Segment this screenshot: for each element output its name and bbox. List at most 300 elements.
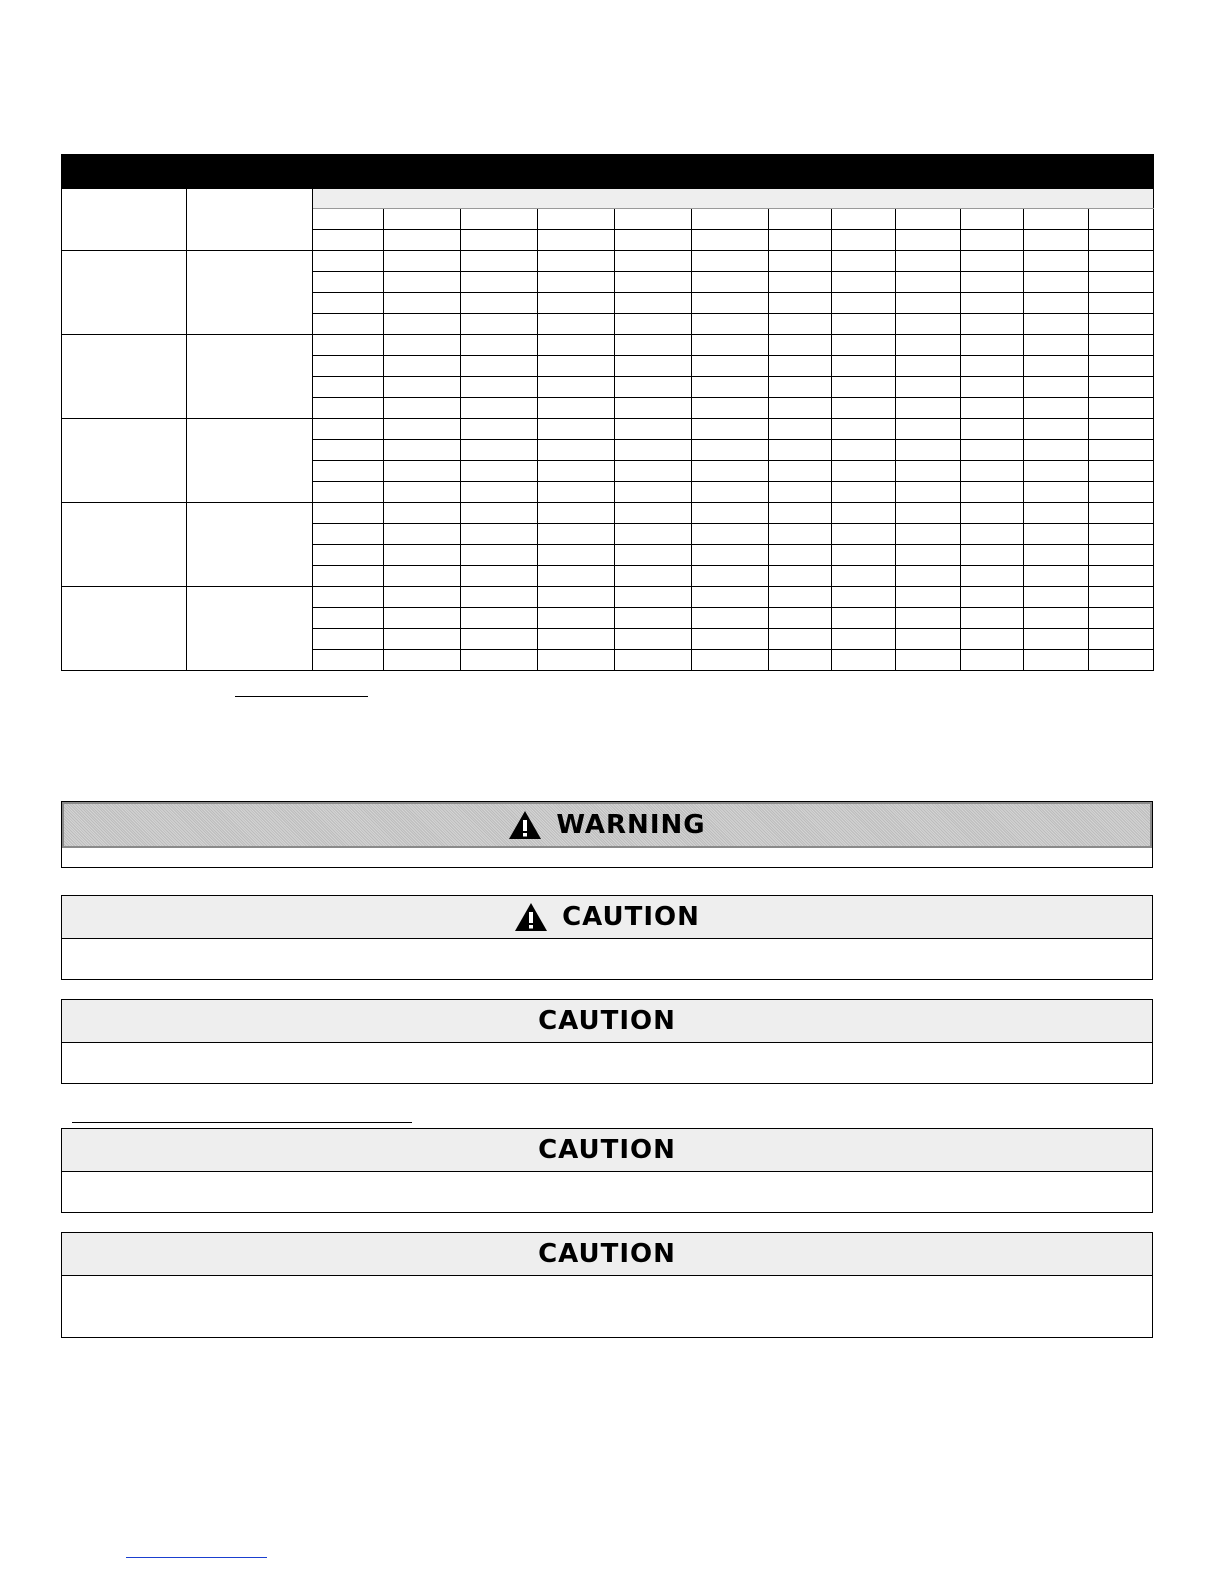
table-cell — [313, 608, 384, 629]
table-cell — [896, 650, 961, 671]
group-label-cell — [62, 251, 187, 335]
header-cell — [384, 230, 461, 251]
table-cell — [1089, 335, 1154, 356]
table-row — [62, 503, 1154, 524]
table-cell — [961, 335, 1024, 356]
table-cell — [615, 461, 692, 482]
group-label-cell — [187, 251, 313, 335]
header-cell — [313, 230, 384, 251]
table-cell — [896, 608, 961, 629]
table-cell — [615, 293, 692, 314]
table-cell — [961, 461, 1024, 482]
hyperlink-underline[interactable] — [126, 1557, 267, 1558]
table-cell — [961, 314, 1024, 335]
table-cell — [692, 587, 769, 608]
table-cell — [313, 293, 384, 314]
table-cell — [384, 650, 461, 671]
table-cell — [384, 461, 461, 482]
table-cell — [896, 629, 961, 650]
caution-header — [62, 896, 1152, 939]
table-cell — [832, 335, 896, 356]
table-cell — [1089, 587, 1154, 608]
table-row — [62, 335, 1154, 356]
table-cell — [961, 398, 1024, 419]
table-cell — [832, 314, 896, 335]
table-cell — [313, 251, 384, 272]
table-cell — [692, 440, 769, 461]
table-cell — [461, 419, 538, 440]
caution-title: CAUTION — [538, 1135, 676, 1165]
table-cell — [538, 377, 615, 398]
table-cell — [384, 524, 461, 545]
table-cell — [313, 524, 384, 545]
table-cell — [1089, 440, 1154, 461]
table-cell — [692, 398, 769, 419]
table-cell — [961, 524, 1024, 545]
table-cell — [769, 314, 832, 335]
warning-triangle-icon — [508, 810, 542, 840]
table-cell — [313, 503, 384, 524]
table-cell — [692, 545, 769, 566]
header-cell — [832, 209, 896, 230]
table-cell — [538, 629, 615, 650]
table-cell — [692, 608, 769, 629]
table-cell — [313, 314, 384, 335]
table-cell — [384, 587, 461, 608]
table-cell — [538, 440, 615, 461]
header-cell — [769, 209, 832, 230]
caution-header — [62, 1233, 1152, 1276]
group-label-cell — [62, 335, 187, 419]
table-cell — [692, 524, 769, 545]
table-cell — [769, 335, 832, 356]
table-cell — [615, 650, 692, 671]
table-cell — [384, 419, 461, 440]
table-cell — [313, 440, 384, 461]
table-cell — [896, 566, 961, 587]
table-cell — [313, 587, 384, 608]
table-cell — [1024, 440, 1089, 461]
table-cell — [832, 524, 896, 545]
table-cell — [896, 251, 961, 272]
table-cell — [461, 335, 538, 356]
table-cell — [692, 314, 769, 335]
underlined-heading-mark — [72, 1122, 412, 1123]
table-cell — [692, 377, 769, 398]
table-cell — [615, 587, 692, 608]
table-cell — [1089, 545, 1154, 566]
table-cell — [313, 335, 384, 356]
table-cell — [538, 545, 615, 566]
table-cell — [769, 251, 832, 272]
table-cell — [692, 335, 769, 356]
table-cell — [896, 503, 961, 524]
table-cell — [461, 566, 538, 587]
table-cell — [769, 377, 832, 398]
warning-header — [62, 802, 1152, 848]
header-cell — [692, 230, 769, 251]
table-cell — [769, 356, 832, 377]
table-cell — [313, 482, 384, 503]
table-cell — [313, 650, 384, 671]
table-cell — [538, 419, 615, 440]
table-cell — [313, 629, 384, 650]
table-cell — [769, 440, 832, 461]
caution-body — [62, 1172, 1152, 1212]
table-cell — [615, 440, 692, 461]
header-cell — [538, 209, 615, 230]
warning-body — [62, 848, 1152, 867]
table-cell — [896, 356, 961, 377]
table-cell — [896, 545, 961, 566]
caution-box — [61, 1128, 1153, 1213]
table-cell — [1089, 419, 1154, 440]
table-cell — [961, 503, 1024, 524]
table-cell — [313, 356, 384, 377]
table-cell — [615, 272, 692, 293]
table-cell — [769, 272, 832, 293]
table-cell — [1024, 377, 1089, 398]
table-cell — [384, 566, 461, 587]
table-cell — [961, 650, 1024, 671]
table-cell — [461, 398, 538, 419]
table-cell — [832, 650, 896, 671]
table-cell — [692, 293, 769, 314]
group-label-cell — [62, 587, 187, 671]
caution-box — [61, 999, 1153, 1084]
table-cell — [461, 251, 538, 272]
table-cell — [896, 398, 961, 419]
table-cell — [461, 293, 538, 314]
table-cell — [1024, 356, 1089, 377]
table-cell — [1089, 650, 1154, 671]
warning-title: WARNING — [556, 810, 706, 840]
table-cell — [1089, 356, 1154, 377]
table-cell — [461, 629, 538, 650]
header-cell — [461, 209, 538, 230]
table-cell — [615, 524, 692, 545]
table-cell — [832, 503, 896, 524]
header-cell — [461, 230, 538, 251]
table-cell — [692, 272, 769, 293]
caution-title: CAUTION — [538, 1239, 676, 1269]
table-cell — [769, 566, 832, 587]
table-cell — [615, 335, 692, 356]
table-cell — [384, 272, 461, 293]
table-cell — [461, 272, 538, 293]
table-cell — [1024, 629, 1089, 650]
table-cell — [384, 314, 461, 335]
table-cell — [769, 587, 832, 608]
table-cell — [313, 272, 384, 293]
table-cell — [1024, 566, 1089, 587]
table-cell — [1089, 482, 1154, 503]
table-title-row — [62, 155, 1154, 189]
table-cell — [832, 398, 896, 419]
table-cell — [615, 314, 692, 335]
table-cell — [832, 482, 896, 503]
table-cell — [961, 566, 1024, 587]
caution-header — [62, 1000, 1152, 1043]
table-cell — [538, 251, 615, 272]
table-cell — [1024, 398, 1089, 419]
table-cell — [461, 650, 538, 671]
table-cell — [896, 272, 961, 293]
table-cell — [961, 629, 1024, 650]
table-cell — [832, 566, 896, 587]
table-cell — [538, 608, 615, 629]
table-cell — [461, 608, 538, 629]
header-cell — [313, 209, 384, 230]
header-cell — [1024, 230, 1089, 251]
table-cell — [615, 629, 692, 650]
table-cell — [832, 272, 896, 293]
table-cell — [769, 629, 832, 650]
table-cell — [461, 524, 538, 545]
table-cell — [1089, 608, 1154, 629]
table-row — [62, 587, 1154, 608]
caution-header — [62, 1129, 1152, 1172]
table-cell — [832, 587, 896, 608]
table-cell — [461, 482, 538, 503]
table-cell — [769, 524, 832, 545]
table-cell — [615, 251, 692, 272]
table-cell — [692, 482, 769, 503]
table-cell — [461, 356, 538, 377]
table-cell — [961, 356, 1024, 377]
table-cell — [1089, 398, 1154, 419]
table-cell — [615, 398, 692, 419]
table-cell — [1089, 272, 1154, 293]
table-cell — [832, 377, 896, 398]
caution-title: CAUTION — [562, 902, 700, 932]
header-cell — [615, 209, 692, 230]
caution-box — [61, 1232, 1153, 1338]
table-cell — [896, 293, 961, 314]
header-cell — [384, 209, 461, 230]
group-label-cell — [187, 503, 313, 587]
table-cell — [1089, 629, 1154, 650]
table-cell — [832, 461, 896, 482]
caution-body — [62, 1276, 1152, 1337]
table-cell — [832, 608, 896, 629]
table-cell — [313, 461, 384, 482]
table-cell — [538, 566, 615, 587]
table-cell — [538, 650, 615, 671]
caution-body — [62, 1043, 1152, 1083]
table-cell — [313, 419, 384, 440]
table-cell — [769, 398, 832, 419]
table-cell — [961, 419, 1024, 440]
table-cell — [961, 440, 1024, 461]
table-cell — [461, 314, 538, 335]
table-cell — [461, 587, 538, 608]
table-cell — [461, 503, 538, 524]
table-cell — [896, 377, 961, 398]
table-cell — [384, 629, 461, 650]
group-label-cell — [187, 419, 313, 503]
table-cell — [538, 314, 615, 335]
table-cell — [384, 398, 461, 419]
table-cell — [961, 272, 1024, 293]
group-label-cell — [62, 503, 187, 587]
header-cell — [62, 189, 187, 251]
table-cell — [384, 608, 461, 629]
table-cell — [538, 398, 615, 419]
header-cell — [538, 230, 615, 251]
table-cell — [384, 482, 461, 503]
group-label-cell — [187, 587, 313, 671]
table-cell — [1024, 461, 1089, 482]
table-cell — [769, 650, 832, 671]
group-label-cell — [62, 419, 187, 503]
header-cell — [769, 230, 832, 251]
table-cell — [1024, 503, 1089, 524]
table-cell — [1089, 314, 1154, 335]
table-cell — [313, 545, 384, 566]
header-cell — [615, 230, 692, 251]
header-cell — [692, 209, 769, 230]
header-cell — [1089, 209, 1154, 230]
table-cell — [384, 440, 461, 461]
table-cell — [384, 377, 461, 398]
table-cell — [615, 566, 692, 587]
table-cell — [769, 545, 832, 566]
table-cell — [1089, 461, 1154, 482]
table-cell — [538, 356, 615, 377]
table-cell — [1024, 335, 1089, 356]
table-cell — [384, 503, 461, 524]
table-cell — [538, 587, 615, 608]
underlined-heading-mark — [235, 696, 368, 697]
table-cell — [538, 335, 615, 356]
table-cell — [692, 461, 769, 482]
warning-box — [61, 801, 1153, 868]
table-cell — [961, 293, 1024, 314]
table-cell — [961, 608, 1024, 629]
table-cell — [615, 608, 692, 629]
table-cell — [832, 545, 896, 566]
group-label-cell — [187, 335, 313, 419]
table-cell — [1024, 650, 1089, 671]
table-cell — [961, 377, 1024, 398]
table-cell — [1024, 482, 1089, 503]
header-cell — [1089, 230, 1154, 251]
table-cell — [1024, 608, 1089, 629]
table-cell — [692, 356, 769, 377]
table-cell — [832, 629, 896, 650]
table-cell — [832, 356, 896, 377]
table-cell — [384, 293, 461, 314]
table-cell — [896, 482, 961, 503]
data-table — [61, 154, 1154, 671]
table-subheader-cell — [313, 189, 1154, 209]
table-cell — [538, 503, 615, 524]
table-title-cell — [62, 155, 1154, 189]
caution-box — [61, 895, 1153, 980]
table-cell — [769, 293, 832, 314]
table-cell — [769, 503, 832, 524]
table-cell — [313, 398, 384, 419]
table-cell — [1089, 293, 1154, 314]
table-cell — [461, 440, 538, 461]
table-cell — [461, 545, 538, 566]
table-cell — [538, 272, 615, 293]
table-cell — [692, 503, 769, 524]
table-cell — [896, 440, 961, 461]
table-cell — [461, 377, 538, 398]
table-cell — [1024, 545, 1089, 566]
table-cell — [896, 335, 961, 356]
table-cell — [538, 524, 615, 545]
table-cell — [615, 503, 692, 524]
table-cell — [961, 251, 1024, 272]
table-cell — [313, 566, 384, 587]
table-cell — [769, 482, 832, 503]
table-cell — [615, 377, 692, 398]
table-cell — [615, 545, 692, 566]
table-cell — [692, 419, 769, 440]
header-cell — [961, 209, 1024, 230]
table-cell — [769, 461, 832, 482]
header-cell — [961, 230, 1024, 251]
table-cell — [538, 293, 615, 314]
table-cell — [1024, 587, 1089, 608]
table-cell — [384, 335, 461, 356]
table-cell — [692, 251, 769, 272]
table-cell — [832, 440, 896, 461]
header-cell — [896, 209, 961, 230]
table-cell — [769, 608, 832, 629]
table-cell — [1024, 293, 1089, 314]
table-cell — [692, 566, 769, 587]
table-row — [62, 419, 1154, 440]
table-cell — [1089, 524, 1154, 545]
warning-triangle-icon — [514, 902, 548, 932]
table-header-row — [62, 189, 1154, 209]
table-cell — [615, 482, 692, 503]
table-cell — [896, 461, 961, 482]
table-cell — [1024, 524, 1089, 545]
table-cell — [769, 419, 832, 440]
table-cell — [961, 587, 1024, 608]
header-cell — [896, 230, 961, 251]
table-cell — [961, 545, 1024, 566]
header-cell — [832, 230, 896, 251]
table-cell — [1089, 251, 1154, 272]
table-cell — [832, 293, 896, 314]
table-cell — [461, 461, 538, 482]
table-cell — [1024, 272, 1089, 293]
table-cell — [896, 524, 961, 545]
caution-title: CAUTION — [538, 1006, 676, 1036]
table-cell — [1024, 251, 1089, 272]
table-cell — [615, 419, 692, 440]
table-cell — [1024, 314, 1089, 335]
table-cell — [692, 629, 769, 650]
table-cell — [538, 461, 615, 482]
table-cell — [832, 251, 896, 272]
table-cell — [538, 482, 615, 503]
table-cell — [896, 314, 961, 335]
table-cell — [692, 650, 769, 671]
table-cell — [961, 482, 1024, 503]
table-cell — [1089, 503, 1154, 524]
caution-body — [62, 939, 1152, 979]
table-cell — [384, 251, 461, 272]
header-cell — [187, 189, 313, 251]
table-cell — [896, 419, 961, 440]
